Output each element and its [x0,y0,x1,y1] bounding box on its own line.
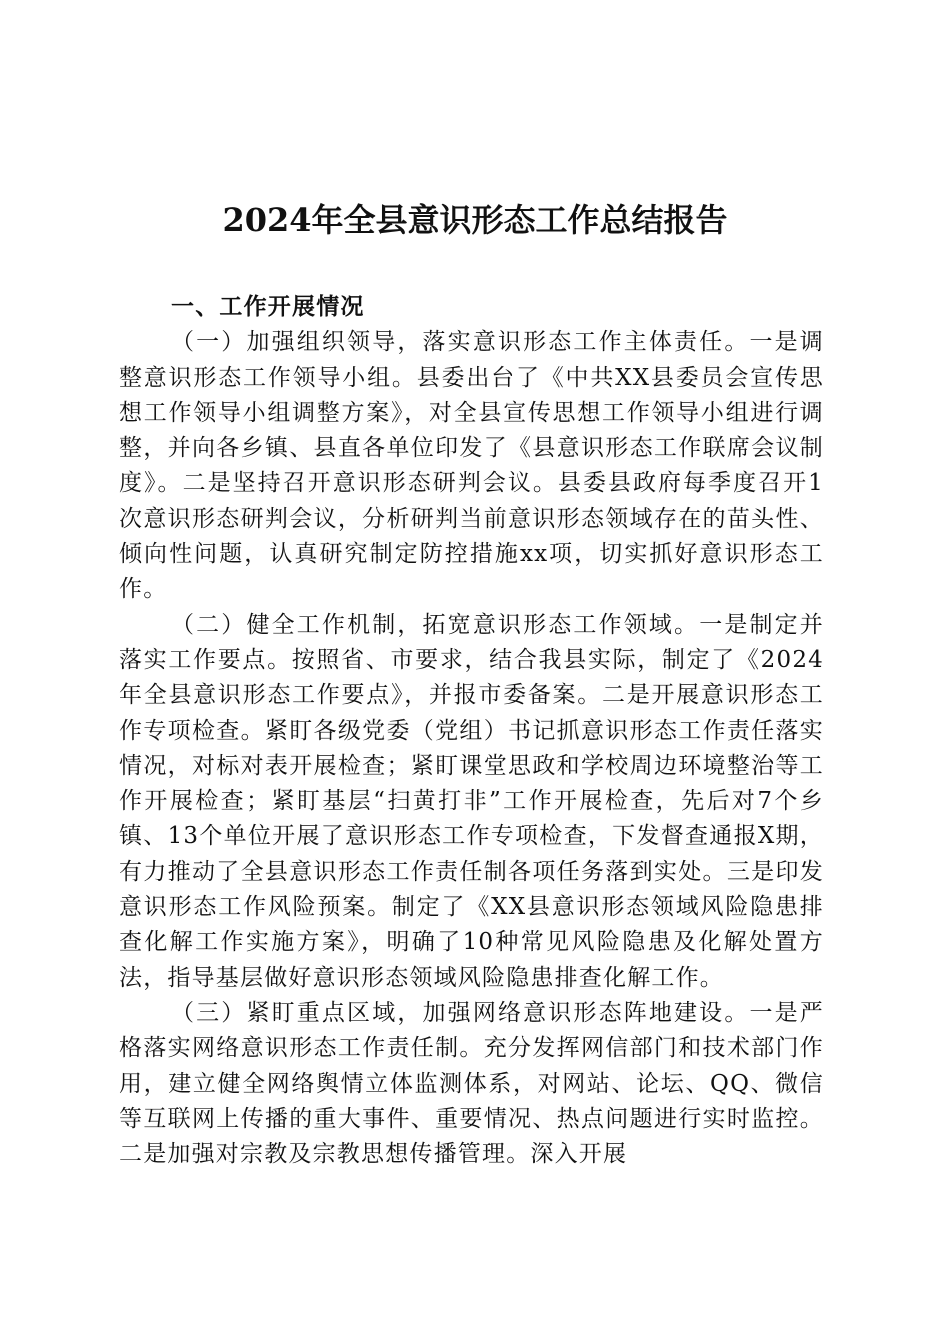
paragraph-organization-leadership [119,325,824,607]
paragraph-text: 一是调整意识形态工作领导小组。县委出台了《中共XX县委员会宣传思想工作领导小组调整方案》，对全县宣传思想工作领导小组进行调整，并向各乡镇、县直各单位印发了《县意识形态工作联席会议制度》。二是坚持召开意识形态研判会议。县委县政府每季度召开1次意识形态研判会议，分析研判当前意识形态领域存在的苗头性、倾向性问题，认真研究制定防控措施xx项，切实抓好意识形态工作。 [119,329,824,603]
paragraph-lead: （一）加强组织领导，落实意识形态工作主体责任。 [171,329,750,356]
paragraph-text: 一是制定并落实工作要点。按照省、市要求，结合我县实际，制定了《2024年全县意识形态工作要点》，并报市委备案。二是开展意识形态工作专项检查。紧盯各级党委（党组）书记抓意识形态工作责任落实情况，对标对表开展检查；紧盯课堂思政和学校周边环境整治等工作开展检查；紧盯基层“扫黄打非”工作开展检查，先后对7个乡镇、13个单位开展了意识形态工作专项检查，下发督查通报X期，有力推动了全县意识形态工作责任制各项任务落到实处。三是印发意识形态工作风险预案。制定了《XX县意识形态领域风险隐患排查化解工作实施方案》，明确了10种常见风险隐患及化解处置方法，指导基层做好意识形态领域风险隐患排查化解工作。 [119,611,825,991]
document-body [119,290,824,1172]
paragraph-lead: （三）紧盯重点区域，加强网络意识形态阵地建设。 [171,999,750,1026]
paragraph-lead: （二）健全工作机制，拓宽意识形态工作领域。 [171,611,700,638]
paragraph-work-mechanism [119,608,824,996]
section-heading-work-progress: 一、工作开展情况 [171,294,365,320]
document-title: 2024年全县意识形态工作总结报告 [222,201,728,239]
paragraph-network-ideology [119,996,824,1172]
paragraph-text: 一是严格落实网络意识形态工作责任制。充分发挥网信部门和技术部门作用，建立健全网络舆情立体监测体系，对网站、论坛、QQ、微信等互联网上传播的重大事件、重要情况、热点问题进行实时监控。二是加强对宗教及宗教思想传播管理。深入开展 [119,999,824,1168]
